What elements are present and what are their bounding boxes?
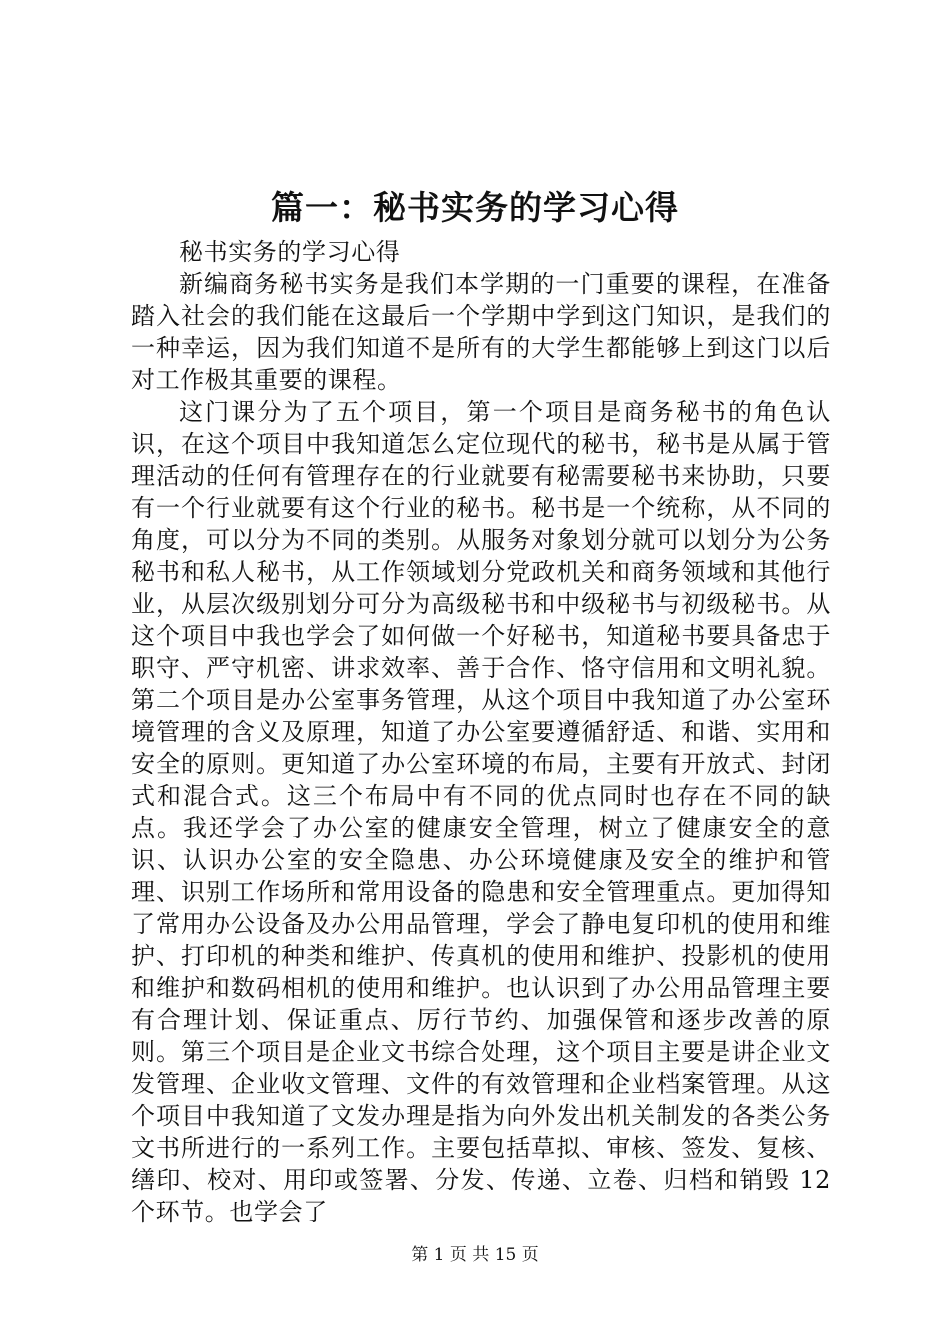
document-subtitle: 秘书实务的学习心得 bbox=[179, 238, 401, 266]
paragraph-1: 新编商务秘书实务是我们本学期的一门重要的课程，在准备踏入社会的我们能在这最后一个学期中学到这门知识，是我们的一种幸运，因为我们知道不是所有的大学生都能够上到这门以后对工作极其重要的课程。 bbox=[131, 270, 831, 394]
document-body bbox=[131, 236, 831, 1228]
paragraph-2: 这门课分为了五个项目，第一个项目是商务秘书的角色认识，在这个项目中我知道怎么定位现代的秘书，秘书是从属于管理活动的任何有管理存在的行业就要有秘需要秘书来协助，只要有一个行业就要有这个行业的秘书。秘书是一个统称，从不同的角度，可以分为不同的类别。从服务对象划分就可以划分为公务秘书和私人秘书，从工作领域划分党政机关和商务领域和其他行业，从层次级别划分可分为高级秘书和中级秘书与初级秘书。从这个项目中我也学会了如何做一个好秘书，知道秘书要具备忠于职守、严守机密、讲求效率、善于合作、恪守信用和文明礼貌。第二个项目是办公室事务管理，从这个项目中我知道了办公室环境管理的含义及原理，知道了办公室要遵循舒适、和谐、实用和安全的原则。更知道了办公室环境的布局，主要有开放式、封闭式和混合式。这三个布局中有不同的优点同时也存在不同的缺点。我还学会了办公室的健康安全管理，树立了健康安全的意识、认识办公室的安全隐患、办公环境健康及安全的维护和管理、识别工作场所和常用设备的隐患和安全管理重点。更加得知了常用办公设备及办公用品管理，学会了静电复印机的使用和维护、打印机的种类和维护、传真机的使用和维护、投影机的使用和维护和数码相机的使用和维护。也认识到了办公用品管理主要有合理计划、保证重点、厉行节约、加强保管和逐步改善的原则。第三个项目是企业文书综合处理，这个项目主要是讲企业文发管理、企业收文管理、文件的有效管理和企业档案管理。从这个项目中我知道了文发办理是指为向外发出机关制发的各类公务文书所进行的一系列工作。主要包括草拟、审核、签发、复核、缮印、校对、用印或签署、分发、传递、立卷、归档和销毁 12 个环节。也学会了 bbox=[131, 398, 831, 1226]
document-title: 篇一：秘书实务的学习心得 bbox=[271, 188, 679, 227]
page-number-footer: 第 1 页 共 15 页 bbox=[411, 1245, 539, 1265]
